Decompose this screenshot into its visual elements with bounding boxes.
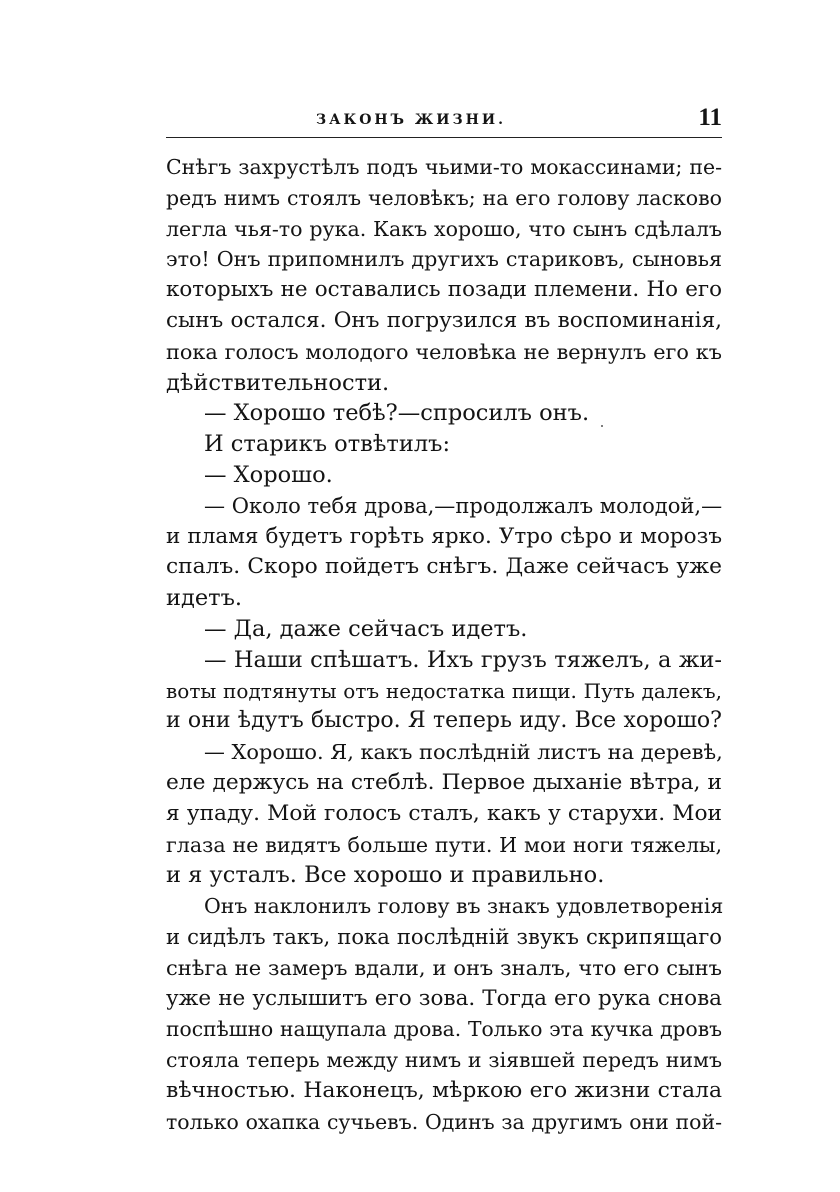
text-line: И старикъ отвѣтилъ: <box>204 431 451 458</box>
body-text <box>166 152 722 1138</box>
text-line: — Хорошо. Я, какъ послѣдній листъ на деревѣ, <box>204 740 723 765</box>
text-line: это! Онъ припомнилъ другихъ стариковъ, сыновья <box>166 247 722 272</box>
text-line: идетъ. <box>166 585 243 612</box>
text-line: легла чья-то рука. Какъ хорошо, что сынъ сдѣлалъ <box>166 216 722 241</box>
text-line: стояла теперь между нимъ и зіявшей передъ нимъ <box>166 1048 722 1073</box>
text-line: — Да, даже сейчасъ идетъ. <box>204 615 528 642</box>
ink-speck <box>601 425 603 427</box>
text-line: воты подтянуты отъ недостатка пищи. Путь далекъ, <box>166 678 722 703</box>
text-line: спалъ. Скоро пойдетъ снѣгъ. Даже сейчасъ уже <box>166 554 722 580</box>
text-line: снѣга не замеръ вдали, и онъ зналъ, что его сынъ <box>166 955 722 980</box>
text-line: Снѣгъ захрустѣлъ подъ чьими-то мокассинами; пе- <box>166 155 722 179</box>
page-number: 11 <box>698 104 722 131</box>
text-line: которыхъ не оставались позади племени. Но его <box>166 277 722 303</box>
text-line: пока голосъ молодого человѣка не вернулъ его къ <box>166 339 722 364</box>
text-line: — Наши спѣшатъ. Ихъ грузъ тяжелъ, а жи- <box>204 646 722 673</box>
text-line: глаза не видятъ больше пути. И мои ноги тяжелы, <box>166 832 722 857</box>
text-line: я упаду. Мой голосъ сталъ, какъ у старухи. Мои <box>166 800 722 826</box>
text-line: еле держусь на стеблѣ. Первое дыханіе вѣтра, и <box>166 769 722 795</box>
text-line: Онъ наклонилъ голову въ знакъ удовлетворенія <box>204 894 724 919</box>
running-title: ЗАКОНЪ ЖИЗНИ. <box>316 112 506 128</box>
text-line: только охапка сучьевъ. Одинъ за другимъ они пой- <box>166 1109 722 1134</box>
text-line: дѣйствительности. <box>166 369 390 396</box>
text-line: — Хорошо тебѣ?—спросилъ онъ. <box>204 400 590 427</box>
header-rule <box>166 137 722 138</box>
text-line: редъ нимъ стоялъ человѣкъ; на его голову ласково <box>166 185 722 210</box>
text-line: поспѣшно нащупала дрова. Только эта кучка дровъ <box>166 1017 722 1042</box>
text-line: — Около тебя дрова,—продолжалъ молодой,— <box>204 492 723 518</box>
text-line: и сидѣлъ такъ, пока послѣдній звукъ скрипящаго <box>166 923 722 949</box>
text-line: — Хорошо. <box>204 461 333 488</box>
page-header <box>166 104 722 134</box>
text-line: вѣчностью. Наконецъ, мѣркою его жизни стала <box>166 1077 722 1103</box>
text-line: и они ѣдутъ быстро. Я теперь иду. Все хорошо? <box>166 708 722 734</box>
text-line: и я усталъ. Все хорошо и правильно. <box>166 862 605 889</box>
text-line: сынъ остался. Онъ погрузился въ воспоминанія, <box>166 307 722 333</box>
text-line: уже не услышитъ его зова. Тогда его рука снова <box>166 985 722 1011</box>
text-line: и пламя будетъ горѣть ярко. Утро сѣро и морозъ <box>166 523 722 549</box>
